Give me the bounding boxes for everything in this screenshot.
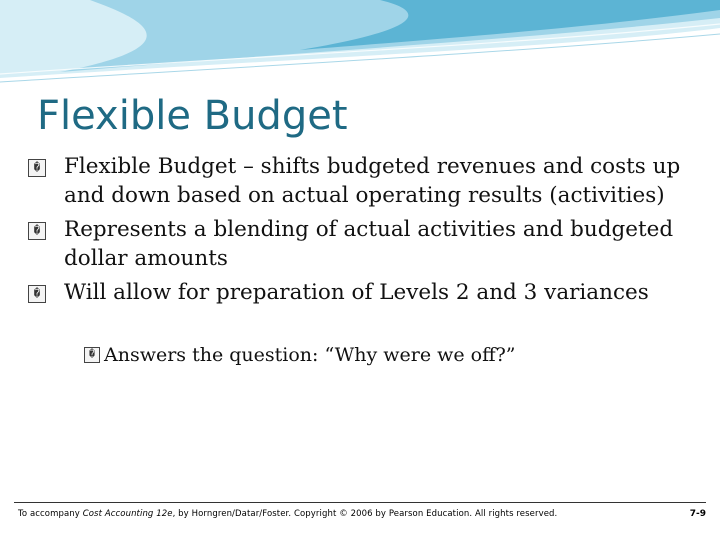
sub-bullet-text: Answers the question: “Why were we off?” bbox=[104, 344, 516, 366]
bullet-glyph-icon: � bbox=[28, 159, 46, 177]
footer-book-title: Cost Accounting 12e bbox=[82, 509, 173, 519]
sub-bullet-item bbox=[84, 342, 516, 368]
bullet-item bbox=[28, 278, 708, 307]
bullet-item bbox=[28, 215, 708, 273]
footer-copyright bbox=[18, 508, 557, 520]
bullet-glyph-icon: � bbox=[28, 285, 46, 303]
bullet-text: Represents a blending of actual activities and budgeted dollar amounts bbox=[64, 217, 674, 271]
sub-bullet-glyph-icon: � bbox=[84, 347, 100, 363]
bullet-item bbox=[28, 152, 708, 210]
page-number: 7-9 bbox=[689, 509, 706, 519]
footer-divider bbox=[14, 502, 706, 503]
bullet-glyph-icon: � bbox=[28, 222, 46, 240]
bullet-text: Flexible Budget – shifts budgeted revenues and costs up and down based on actual operating results (activities) bbox=[64, 154, 681, 208]
slide-title: Flexible Budget bbox=[37, 93, 348, 139]
header-wave-decoration bbox=[0, 0, 720, 95]
bullet-text: Will allow for preparation of Levels 2 and 3 variances bbox=[64, 280, 649, 305]
footer-suffix: , by Horngren/Datar/Foster. Copyright © 2006 by Pearson Education. All rights reserved. bbox=[172, 509, 558, 519]
bullet-list bbox=[28, 152, 708, 312]
footer-prefix: To accompany bbox=[18, 509, 83, 519]
